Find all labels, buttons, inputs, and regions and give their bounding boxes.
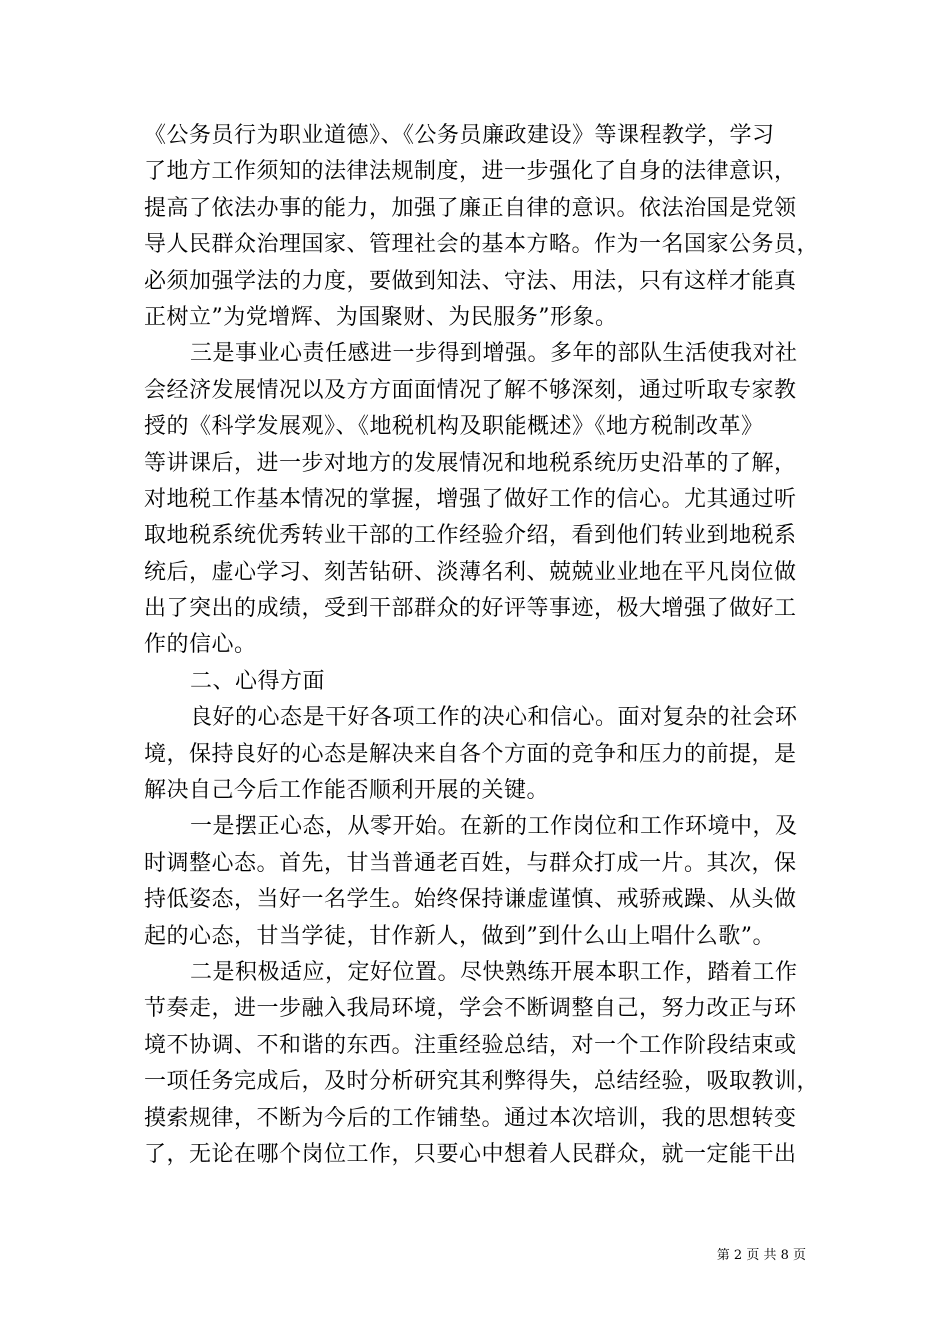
- text-line: 提高了依法办事的能力，加强了廉正自律的意识。依法治国是党领: [144, 195, 797, 221]
- text-line: 必须加强学法的力度，要做到知法、守法、用法，只有这样才能真: [144, 268, 797, 294]
- text-line: 持低姿态，当好一名学生。始终保持谦虚谨慎、戒骄戒躁、从头做: [144, 887, 797, 913]
- text-line: 出了突出的成绩，受到干部群众的好评等事迹，极大增强了做好工: [144, 596, 797, 622]
- text-line: 摸索规律，不断为今后的工作铺垫。通过本次培训，我的思想转变: [144, 1105, 797, 1131]
- text-line: 统后，虚心学习、刻苦钻研、淡薄名利、兢兢业业地在平凡岗位做: [144, 559, 797, 585]
- section-heading: 二、心得方面: [190, 668, 326, 694]
- text-line: 了，无论在哪个岗位工作，只要心中想着人民群众，就一定能干出: [144, 1141, 797, 1167]
- paragraph-start-line: 一是摆正心态，从零开始。在新的工作岗位和工作环境中，及: [190, 814, 798, 840]
- paragraph-start-line: 二是积极适应，定好位置。尽快熟练开展本职工作，踏着工作: [190, 959, 798, 985]
- text-line: 导人民群众治理国家、管理社会的基本方略。作为一名国家公务员，: [144, 232, 820, 258]
- text-line: 授的《科学发展观》、《地税机构及职能概述》《地方税制改革》: [144, 414, 764, 440]
- text-line: 会经济发展情况以及方方面面情况了解不够深刻，通过听取专家教: [144, 377, 797, 403]
- text-line: 《公务员行为职业道德》、《公务员廉政建设》等课程教学，学习: [144, 123, 775, 148]
- text-line: 节奏走，进一步融入我局环境，学会不断调整自己，努力改正与环: [144, 996, 797, 1022]
- text-line: 了地方工作须知的法律法规制度，进一步强化了自身的法律意识，: [144, 159, 797, 185]
- text-line: 时调整心态。首先，甘当普通老百姓，与群众打成一片。其次，保: [144, 850, 797, 876]
- text-line: 作的信心。: [144, 632, 257, 658]
- text-line: 取地税系统优秀转业干部的工作经验介绍，看到他们转业到地税系: [144, 523, 797, 549]
- text-line: 起的心态，甘当学徒，甘作新人，做到”到什么山上唱什么歌”。: [144, 923, 775, 949]
- text-line: 正树立”为党增辉、为国聚财、为民服务”形象。: [144, 304, 618, 330]
- text-line: 对地税工作基本情况的掌握，增强了做好工作的信心。尤其通过听: [144, 486, 797, 512]
- page-number-footer: 第 2 页 共 8 页: [716, 1248, 806, 1263]
- text-line: 境不协调、不和谐的东西。注重经验总结，对一个工作阶段结束或: [144, 1032, 797, 1058]
- document-body: [144, 118, 820, 1173]
- text-line: 一项任务完成后，及时分析研究其利弊得失，总结经验，吸取教训，: [144, 1069, 820, 1095]
- text-line: 等讲课后，进一步对地方的发展情况和地税系统历史沿革的了解，: [144, 450, 797, 476]
- paragraph-start-line: 良好的心态是干好各项工作的决心和信心。面对复杂的社会环: [190, 705, 798, 731]
- text-line: 解决自己今后工作能否顺利开展的关键。: [144, 778, 550, 804]
- text-line: 境，保持良好的心态是解决来自各个方面的竞争和压力的前提，是: [144, 741, 797, 767]
- paragraph-start-line: 三是事业心责任感进一步得到增强。多年的部队生活使我对社: [190, 341, 798, 367]
